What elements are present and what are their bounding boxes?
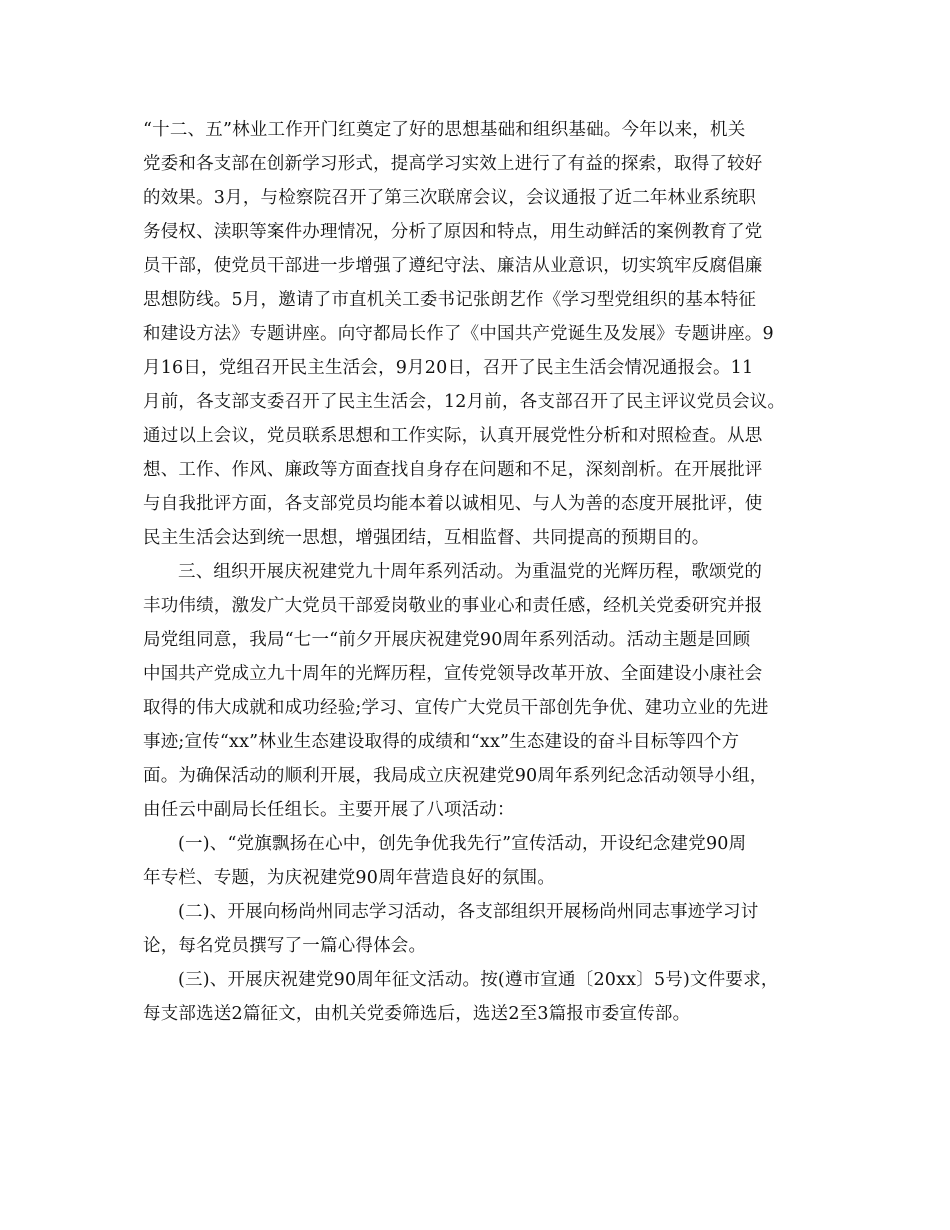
text-line: 想、工作、作风、廉政等方面查找自身存在问题和不足，深刻剖析。在开展批评 [143, 460, 763, 480]
text-line: 局党组同意，我局“七一“前夕开展庆祝建党90周年系列活动。活动主题是回顾 [143, 630, 751, 650]
text-line: 思想防线。5月，邀请了市直机关工委书记张朗艺作《学习型党组织的基本特征 [143, 290, 757, 310]
text-line: 务侵权、渎职等案件办理情况，分析了原因和特点，用生动鲜活的案例教育了党 [143, 222, 763, 242]
text-line: 和建设方法》专题讲座。向守都局长作了《中国共产党诞生及发展》专题讲座。9 [143, 324, 774, 344]
text-line: 丰功伟绩，激发广大党员干部爱岗敬业的事业心和责任感，经机关党委研究并报 [143, 596, 763, 616]
text-line: 事迹;宣传“xx”林业生态建设取得的成绩和“xx”生态建设的奋斗目标等四个方 [143, 732, 740, 752]
text-line: 由任云中副局长任组长。主要开展了八项活动： [143, 800, 515, 820]
text-line: 面。为确保活动的顺利开展，我局成立庆祝建党90周年系列纪念活动领导小组， [143, 766, 768, 786]
text-line: 月16日，党组召开民主生活会，9月20日，召开了民主生活会情况通报会。11 [143, 358, 754, 378]
text-line: 党委和各支部在创新学习形式，提高学习实效上进行了有益的探索，取得了较好 [143, 154, 763, 174]
text-line: 每支部选送2篇征文，由机关党委筛选后，选送2至3篇报市委宣传部。 [143, 1004, 691, 1024]
text-line: 民主生活会达到统一思想，增强团结，互相监督、共同提高的预期目的。 [143, 528, 710, 548]
text-line: “十二、五”林业工作开门红奠定了好的思想基础和组织基础。今年以来，机关 [143, 120, 746, 140]
text-line: 中国共产党成立九十周年的光辉历程，宣传党领导改革开放、全面建设小康社会 [143, 664, 763, 684]
text-line: 取得的伟大成就和成功经验;学习、宣传广大党员干部创先争优、建功立业的先进 [143, 698, 769, 718]
list-item-line: (二)、开展向杨尚州同志学习活动，各支部组织开展杨尚州同志事迹学习讨 [178, 902, 759, 922]
text-line: 与自我批评方面，各支部党员均能本着以诚相见、与人为善的态度开展批评，使 [143, 494, 763, 514]
text-line: 的效果。3月，与检察院召开了第三次联席会议，会议通报了近二年林业系统职 [143, 188, 757, 208]
list-item-line: (三)、开展庆祝建党90周年征文活动。按(遵市宣通〔20xx〕5号)文件要求， [178, 970, 779, 990]
list-item-line: (一)、“党旗飘扬在心中，创先争优我先行”宣传活动，开设纪念建党90周 [178, 834, 747, 854]
text-line: 年专栏、专题，为庆祝建党90周年营造良好的氛围。 [143, 868, 556, 888]
text-line: 月前，各支部支委召开了民主生活会，12月前，各支部召开了民主评议党员会议。 [143, 392, 786, 412]
text-line: 通过以上会议，党员联系思想和工作实际，认真开展党性分析和对照检查。从思 [143, 426, 763, 446]
text-line: 员干部，使党员干部进一步增强了遵纪守法、廉洁从业意识，切实筑牢反腐倡廉 [143, 256, 763, 276]
text-line: 论，每名党员撰写了一篇心得体会。 [143, 936, 427, 956]
section-heading-line: 三、组织开展庆祝建党九十周年系列活动。为重温党的光辉历程，歌颂党的 [178, 562, 763, 582]
